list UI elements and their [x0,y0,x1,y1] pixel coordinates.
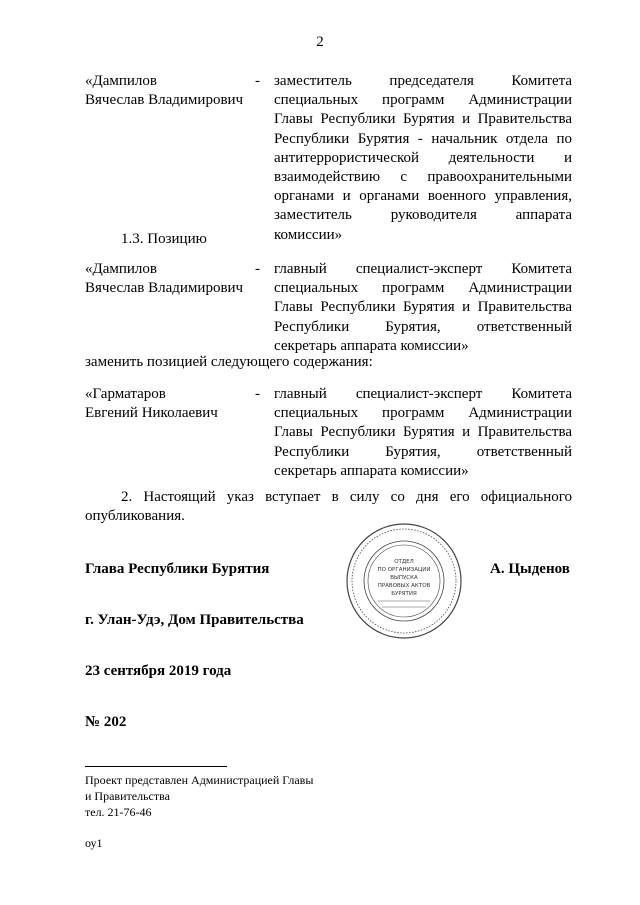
entry-dash: - [255,73,260,89]
official-seal [344,521,464,641]
document-number: № 202 [85,714,127,730]
position-label: 1.3. Позицию [121,231,207,247]
entry-given-names: Вячеслав Владимирович [85,92,244,109]
signature-title: Глава Республики Бурятия [85,561,270,577]
entry-given-names: Евгений Николаевич [85,405,218,422]
signature-name: А. Цыденов [490,561,570,577]
seal-text-2: ПО ОРГАНИЗАЦИИ [377,567,431,573]
footnote [85,772,313,820]
entry-new-position [85,385,572,485]
entry-description: заместитель председателя Комитета специальных программ Администрации Главы Республики Бурятия и Правительства Республики Бурятия - начальник отдела по антитеррористической деятельности и взаимодействию с правоохранительными органами и органами военного управления, заместитель руководителя аппарата комиссии» [274,73,572,243]
date: 23 сентября 2019 года [85,663,232,679]
seal-text-5: БУРЯТИЯ [391,591,417,597]
entry-name [85,260,260,298]
page-number: 2 [316,34,324,50]
entry-dash: - [255,261,260,277]
entry-dash: - [255,386,260,402]
entry-surname: «Гарматаров [85,386,166,402]
entry-description: главный специалист-эксперт Комитета специальных программ Администрации Главы Республики Бурятия и Правительства Республики Бурятия, ответственный секретарь аппарата комиссии» [274,386,572,479]
replace-label: заменить позицией следующего содержания: [85,354,373,370]
footnote-divider [85,766,227,767]
entry-surname: «Дампилов [85,73,158,89]
footnote-line: тел. 21-76-46 [85,805,152,819]
clause-2: 2. Настоящий указ вступает в силу со дня его официального опубликования. [85,489,572,525]
footnote-line: Проект представлен Администрацией Главы [85,773,314,787]
footnote-line: и Правительства [85,789,170,803]
seal-text-1: ОТДЕЛ [394,559,414,565]
entry-given-names: Вячеслав Владимирович [85,280,244,297]
entry-old-position [85,260,572,360]
entry-description: главный специалист-эксперт Комитета специальных программ Администрации Главы Республики Бурятия и Правительства Республики Бурятия, ответственный секретарь аппарата комиссии» [274,261,572,354]
place: г. Улан-Удэ, Дом Правительства [85,612,304,628]
seal-text-3: ВЫПУСКА [390,575,418,581]
entry-surname: «Дампилов [85,261,158,277]
entry-name [85,385,260,423]
document-code: оу1 [85,836,103,850]
entry-name [85,72,260,110]
seal-text-4: ПРАВОВЫХ АКТОВ [377,583,431,589]
